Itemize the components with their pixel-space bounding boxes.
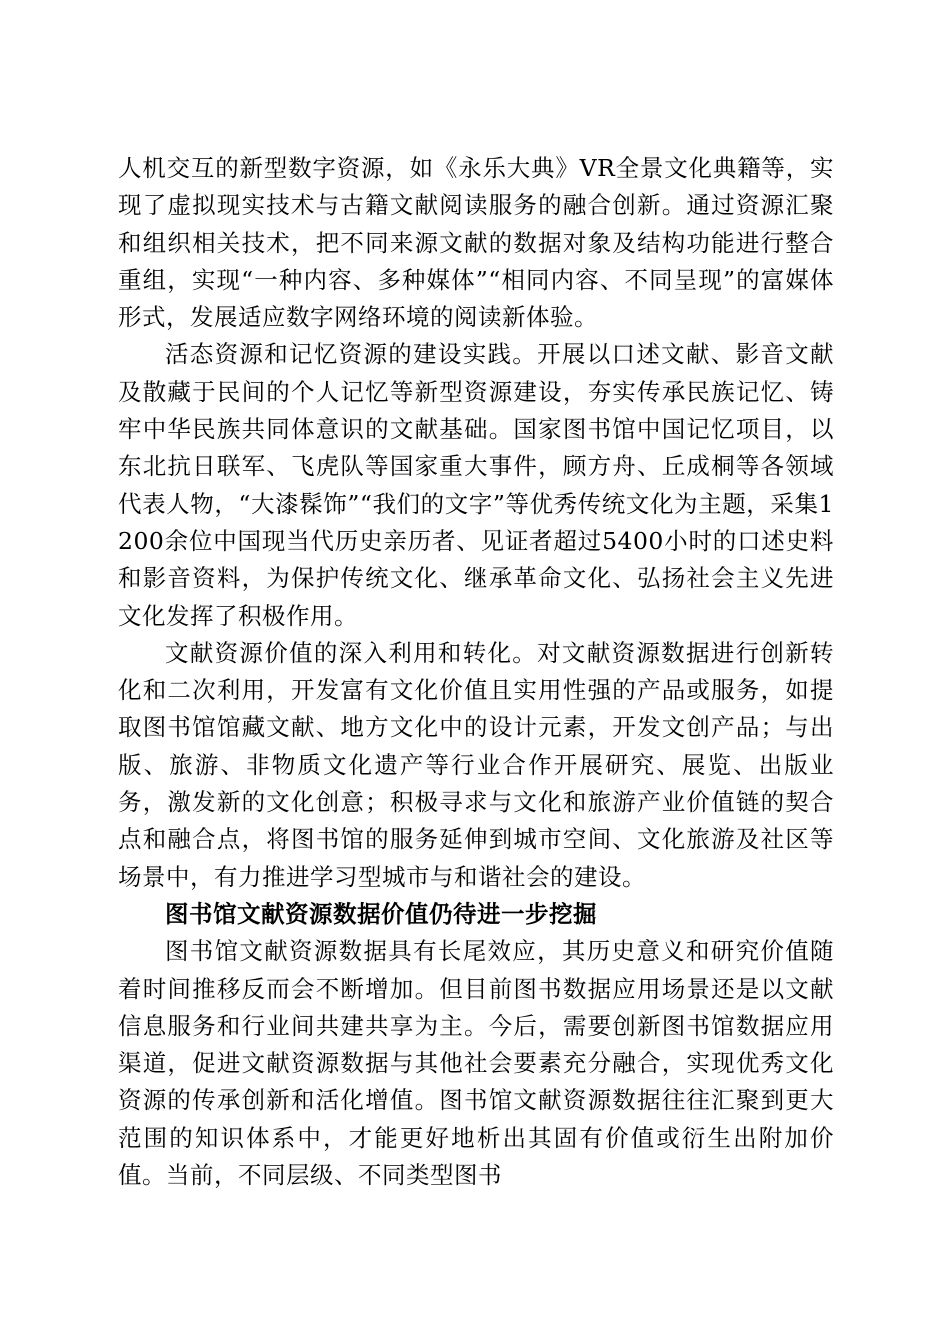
paragraph-resource-value-utilization: 文献资源价值的深入利用和转化。对文献资源数据进行创新转化和二次利用，开发富有文化价值且实用性强的产品或服务，如提取图书馆馆藏文献、地方文化中的设计元素，开发文创产品；与出版、旅游、非物质文化遗产等行业合作开展研究、展览、出版业务，激发新的文化创意；积极寻求与文化和旅游产业价值链的契合点和融合点，将图书馆的服务延伸到城市空间、文化旅游及社区等场景中，有力推进学习型城市与和谐社会的建设。 (118, 638, 834, 891)
paragraph-data-value: 图书馆文献资源数据具有长尾效应，其历史意义和研究价值随着时间推移反而会不断增加。但目前图书数据应用场景还是以文献信息服务和行业间共建共享为主。今后，需要创新图书馆数据应用渠道，促进文献资源数据与其他社会要素充分融合，实现优秀文化资源的传承创新和活化增值。图书馆文献资源数据往往汇聚到更大范围的知识体系中，才能更好地析出其固有价值或衍生出附加价值。当前，不同层级、不同类型图书 (118, 937, 834, 1190)
paragraph-continued: 人机交互的新型数字资源，如《永乐大典》VR全景文化典籍等，实现了虚拟现实技术与古籍文献阅读服务的融合创新。通过资源汇聚和组织相关技术，把不同来源文献的数据对象及结构功能进行整合重组，实现“一种内容、多种媒体”“相同内容、不同呈现”的富媒体形式，发展适应数字网络环境的阅读新体验。 (118, 154, 834, 332)
paragraph-living-memory-resources: 活态资源和记忆资源的建设实践。开展以口述文献、影音文献及散藏于民间的个人记忆等新型资源建设，夯实传承民族记忆、铸牢中华民族共同体意识的文献基础。国家图书馆中国记忆项目，以东北抗日联军、飞虎队等国家重大事件，顾方舟、丘成桐等各领域代表人物，“大漆髹饰”“我们的文字”等优秀传统文化为主题，采集1200余位中国现当代历史亲历者、见证者超过5400小时的口述史料和影音资料，为保护传统文化、继承革命文化、弘扬社会主义先进文化发挥了积极作用。 (118, 340, 834, 630)
document-page (118, 150, 834, 1194)
section-heading: 图书馆文献资源数据价值仍待进一步挖掘 (165, 899, 597, 928)
